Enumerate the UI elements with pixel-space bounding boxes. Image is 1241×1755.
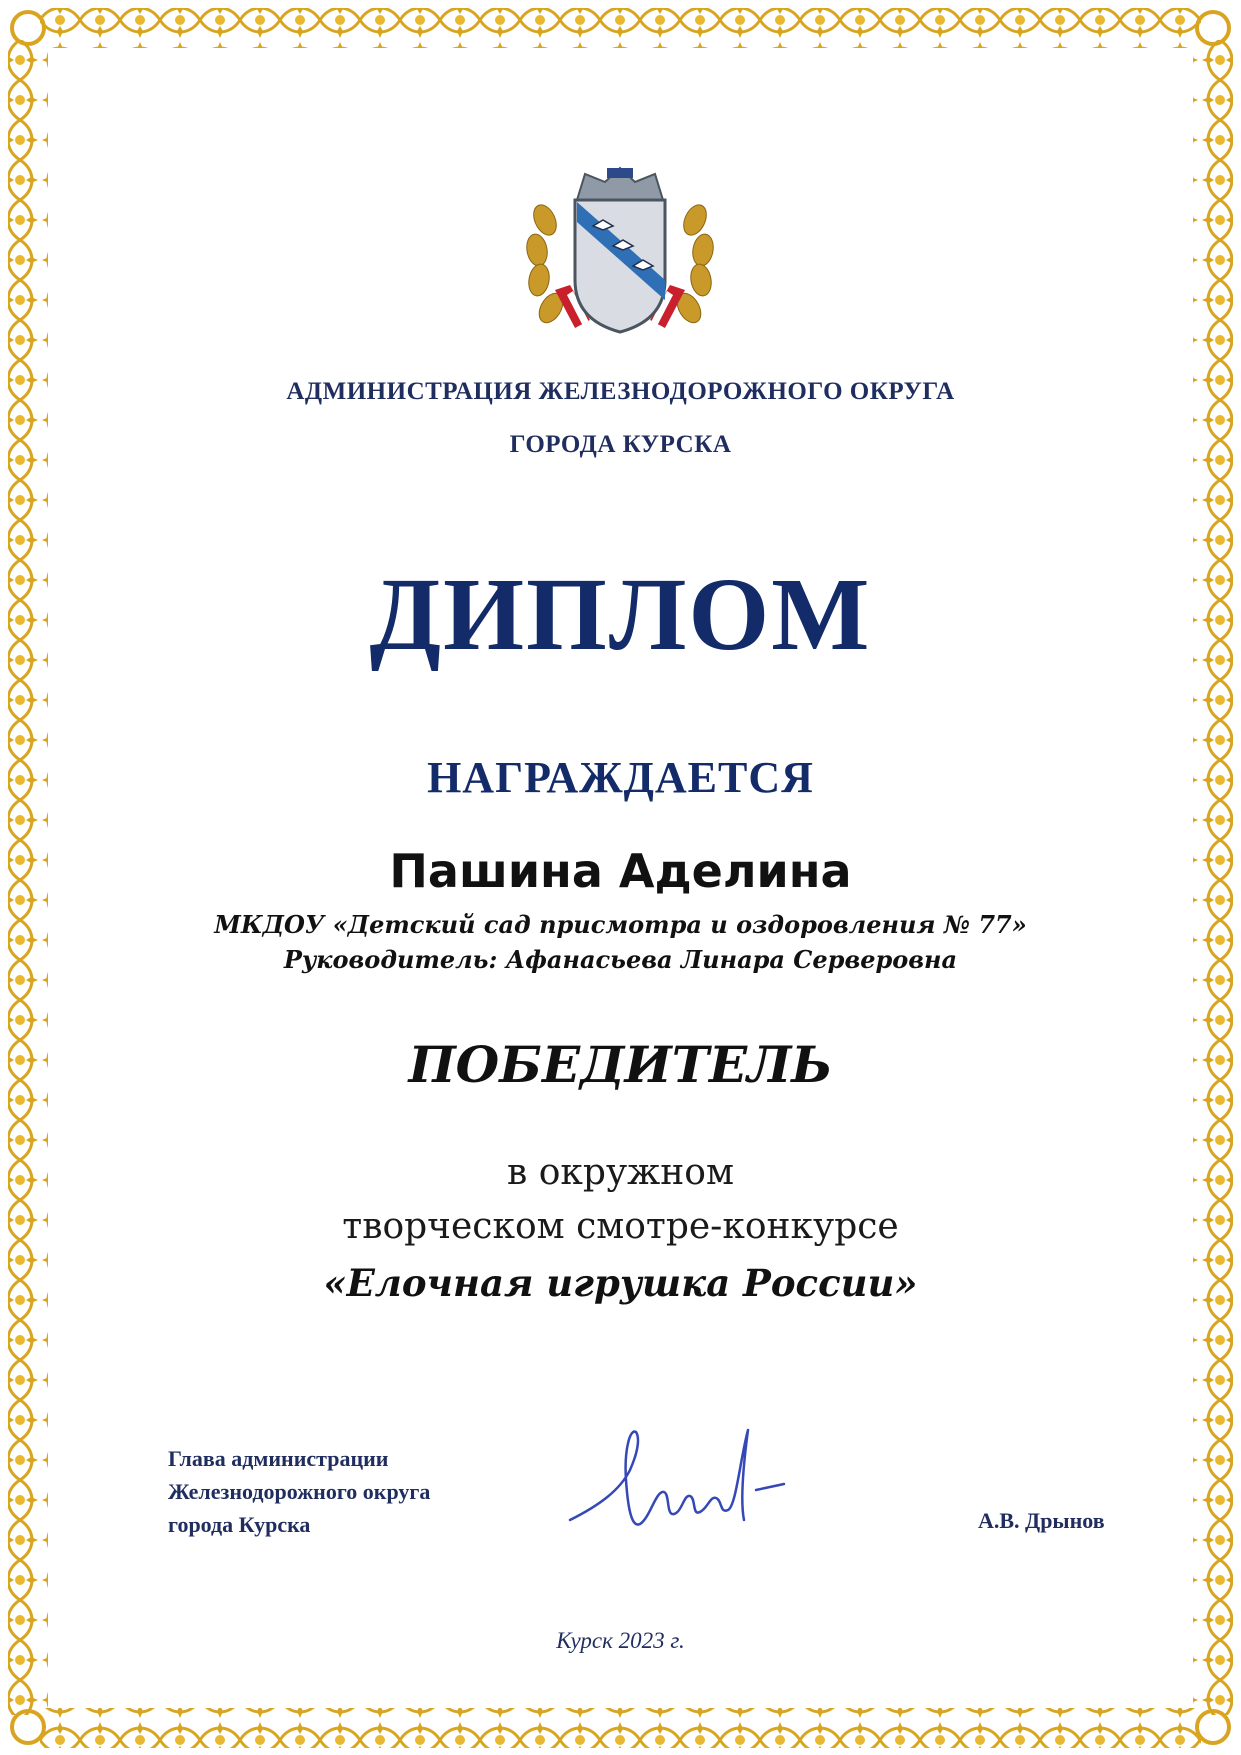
signatory-title-line-1: Глава администрации [168, 1446, 389, 1471]
description-line-1: в окружном [507, 1152, 734, 1193]
place-and-date: Курск 2023 г. [556, 1628, 685, 1653]
signatory-name: А.В. Дрынов [978, 1508, 1105, 1533]
recipient-institution: МКДОУ «Детский сад присмотра и оздоровления № 77» [214, 910, 1027, 939]
organization-line-2: ГОРОДА КУРСКА [509, 431, 732, 458]
recipient-name: Пашина Аделина [389, 844, 852, 898]
description-line-2: творческом смотре-конкурсе [342, 1206, 899, 1247]
rank-heading: ПОБЕДИТЕЛЬ [408, 1035, 833, 1094]
handwritten-signature [560, 1420, 820, 1540]
document-title: ДИПЛОМ [369, 557, 872, 672]
recipient-leader: Руководитель: Афанасьева Линара Серверовна [283, 945, 958, 974]
contest-name: «Елочная игрушка России» [323, 1261, 918, 1305]
signatory-title-line-2: Железнодорожного округа [168, 1479, 431, 1504]
organization-line-1: АДМИНИСТРАЦИЯ ЖЕЛЕЗНОДОРОЖНОГО ОКРУГА [286, 378, 955, 405]
signatory-title-line-3: города Курска [168, 1512, 311, 1537]
kursk-coat-of-arms-icon [515, 160, 725, 350]
signatory-title [168, 1442, 430, 1541]
awarded-heading: НАГРАЖДАЕТСЯ [427, 753, 814, 802]
